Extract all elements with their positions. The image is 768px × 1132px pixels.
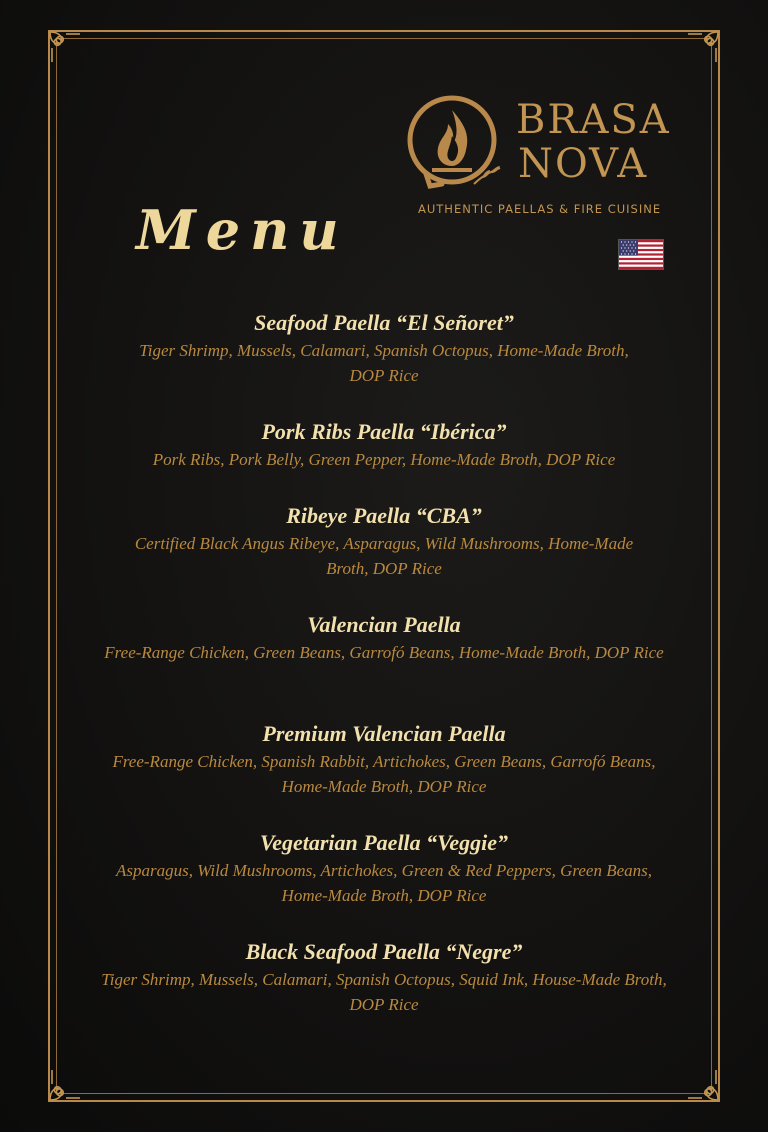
menu-item bbox=[100, 937, 668, 1021]
menu-item bbox=[100, 828, 668, 912]
us-flag-icon[interactable] bbox=[618, 239, 664, 270]
menu-item-description: Asparagus, Wild Mushrooms, Artichokes, Green & Red Peppers, Green Beans, Home-Made Broth, DOP Rice bbox=[115, 861, 653, 905]
brand-name-line2: NOVA bbox=[518, 141, 649, 187]
menu-item-name: Seafood Paella “El Señoret” bbox=[254, 310, 514, 335]
flame-in-paella-pan-icon bbox=[404, 94, 504, 194]
corner-flourish-icon bbox=[682, 28, 722, 68]
corner-flourish-icon bbox=[682, 1064, 722, 1104]
menu-item-description: Pork Ribs, Pork Belly, Green Pepper, Home-Made Broth, DOP Rice bbox=[152, 450, 616, 469]
brand-name-line1: BRASA bbox=[516, 97, 671, 143]
corner-flourish-icon bbox=[46, 28, 86, 68]
menu-item-name: Premium Valencian Paella bbox=[262, 721, 506, 746]
menu-item-name: Pork Ribs Paella “Ibérica” bbox=[261, 419, 507, 444]
menu-item-description: Free-Range Chicken, Green Beans, Garrofó Beans, Home-Made Broth, DOP Rice bbox=[104, 643, 664, 662]
menu-item bbox=[100, 308, 668, 392]
menu-item-description: Tiger Shrimp, Mussels, Calamari, Spanish Octopus, Squid Ink, House-Made Broth, DOP Rice bbox=[101, 970, 667, 1014]
menu-item bbox=[100, 417, 668, 501]
menu-item-name: Black Seafood Paella “Negre” bbox=[245, 939, 523, 964]
brand-logo bbox=[404, 92, 704, 222]
menu-item-name: Vegetarian Paella “Veggie” bbox=[259, 830, 509, 855]
menu-title: Menu bbox=[136, 198, 349, 262]
menu-items-list bbox=[100, 308, 668, 1021]
menu-item-description: Free-Range Chicken, Spanish Rabbit, Artichokes, Green Beans, Garrofó Beans, Home-Made Broth, DOP Rice bbox=[112, 752, 656, 796]
menu-item-name: Valencian Paella bbox=[307, 612, 461, 637]
menu-item-description: Tiger Shrimp, Mussels, Calamari, Spanish Octopus, Home-Made Broth, DOP Rice bbox=[139, 341, 629, 385]
brand-tagline: AUTHENTIC PAELLAS & FIRE CUISINE bbox=[418, 202, 662, 216]
menu-item-description: Certified Black Angus Ribeye, Asparagus, Wild Mushrooms, Home-Made Broth, DOP Rice bbox=[134, 534, 634, 578]
corner-flourish-icon bbox=[46, 1064, 86, 1104]
menu-item bbox=[100, 719, 668, 803]
menu-item bbox=[100, 610, 668, 694]
menu-item bbox=[100, 501, 668, 585]
menu-item-name: Ribeye Paella “CBA” bbox=[286, 503, 482, 528]
